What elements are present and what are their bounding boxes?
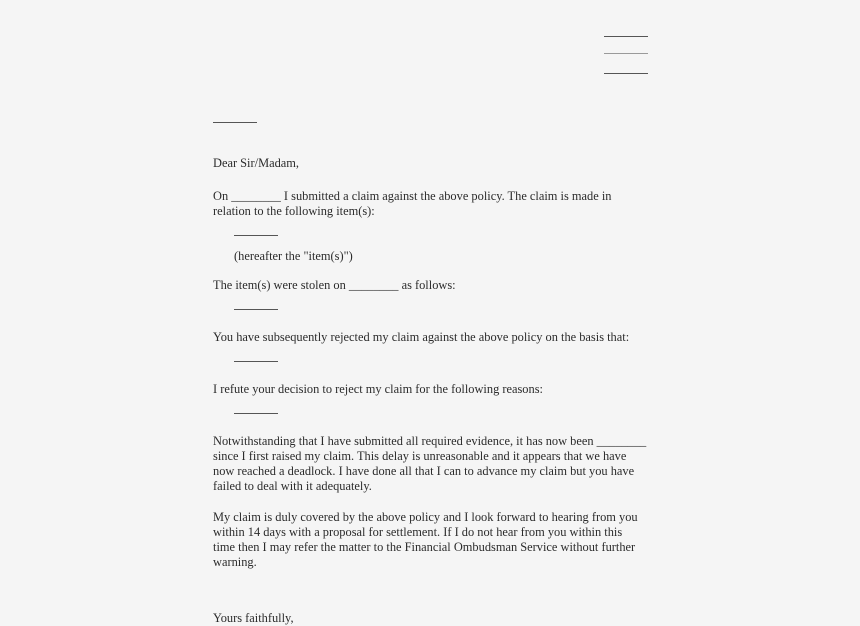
paragraph-rejection-basis: You have subsequently rejected my claim against the above policy on the basis that: <box>213 330 630 344</box>
addressee-block <box>604 36 650 74</box>
refute-reasons-fill-block <box>234 413 647 414</box>
theft-details-fill-block <box>234 309 647 310</box>
letter-body <box>213 122 647 626</box>
closing-salutation: Yours faithfully, <box>213 611 294 625</box>
paragraph-refute: I refute your decision to reject my claim for the following reasons: <box>213 382 543 396</box>
addressee-blank-line-1[interactable] <box>604 36 648 37</box>
items-fill-block <box>234 235 647 264</box>
rejection-reason-fill-block <box>234 361 647 362</box>
items-blank-line[interactable] <box>234 235 278 236</box>
salutation: Dear Sir/Madam, <box>213 156 300 170</box>
refute-reasons-blank-line[interactable] <box>234 413 278 414</box>
paragraph-stolen-on: The item(s) were stolen on ________ as follows: <box>213 278 456 292</box>
reference-line <box>213 122 647 123</box>
hereafter-note: (hereafter the "item(s)") <box>234 249 353 263</box>
theft-details-blank-line[interactable] <box>234 309 278 310</box>
reference-blank-line[interactable] <box>213 122 257 123</box>
rejection-reason-blank-line[interactable] <box>234 361 278 362</box>
paragraph-claim-submitted: On ________ I submitted a claim against the above policy. The claim is made in relation to the following item(s): <box>213 189 612 218</box>
paragraph-settlement-demand: My claim is duly covered by the above policy and I look forward to hearing from you within 14 days with a proposal for settlement. If I do not hear from you within this time then I may refer the matter to the Financial Ombudsman Service without further warning. <box>213 510 638 569</box>
paragraph-deadlock: Notwithstanding that I have submitted all required evidence, it has now been ________ since I first raised my claim. This delay is unreasonable and it appears that we have now reached a deadlock. I have done all that I can to advance my claim but you have failed to deal with it adequately. <box>213 434 647 493</box>
addressee-blank-line-3[interactable] <box>604 73 648 74</box>
addressee-blank-line-2[interactable] <box>604 53 648 54</box>
